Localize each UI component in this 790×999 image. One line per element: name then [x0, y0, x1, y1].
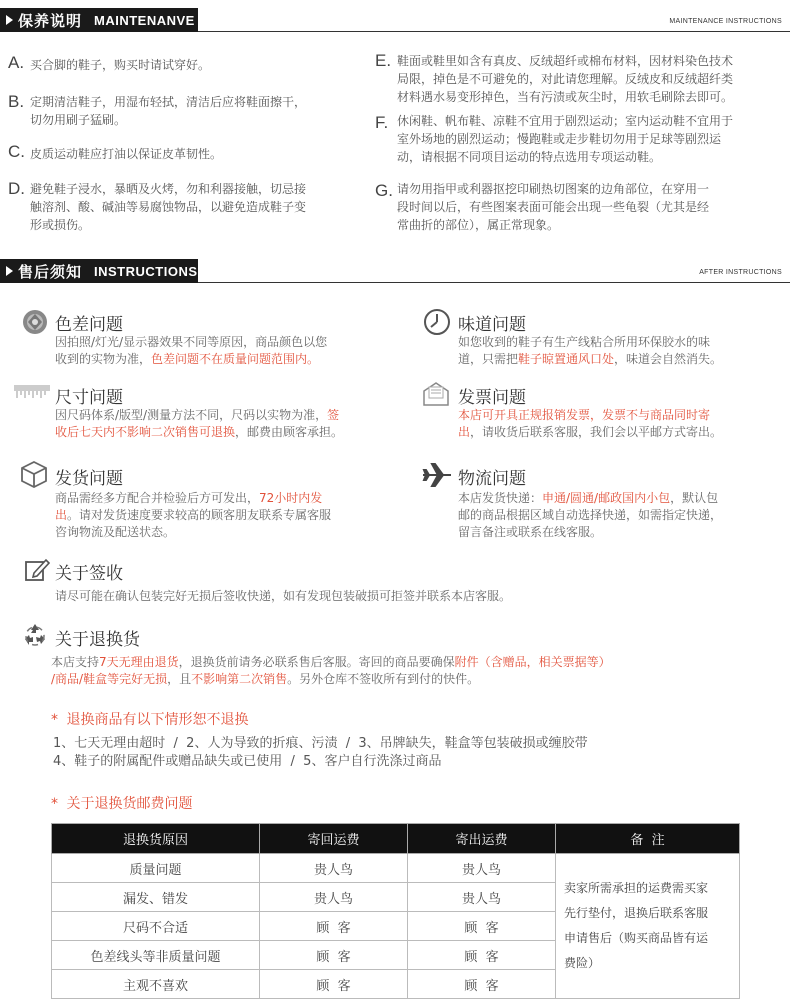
no-return-heading [51, 709, 248, 729]
col-return-fee: 寄回运费 [260, 824, 408, 854]
signing-body: 请尽可能在确认包装完好无损后签收快递，如有发现包装破损可拒签并联系本店客服。 [55, 589, 512, 603]
maintenance-item-a: A. 买合脚的鞋子，购买时请试穿好。 [8, 53, 211, 72]
cell-send-fee: 贵人鸟 [408, 883, 556, 912]
invoice-body: 本店可开具正规报销发票，发票不与商品同时寄 出，请收货后联系客服，我们会以平邮方式寄出。 [458, 408, 723, 439]
edit-icon [24, 557, 50, 583]
maintenance-title-en: MAINTENANVE [94, 12, 195, 28]
cell-send-fee: 贵人鸟 [408, 854, 556, 883]
aftersale-header [0, 259, 198, 283]
airplane-icon [422, 462, 452, 488]
box-icon [20, 460, 48, 488]
no-return-list: 1、七天无理由超时 / 2、人为导致的折痕、污渍 / 3、吊牌缺失，鞋盒等包装破损或缠胶带 4、鞋子的附属配件或赠品缺失或已使用 / 5、客户自行洗涤过商品 [53, 736, 588, 769]
size-title: 尺寸问题 [55, 388, 123, 408]
maintenance-item-f: F. 休闲鞋、帆布鞋、凉鞋不宜用于剧烈运动；室内运动鞋不宜用于 室外场地的剧烈运动；慢跑鞋或走步鞋切勿用于足球等剧烈运 动，请根据不同项目运动的特点选用专项运动鞋。 [375, 113, 734, 164]
col-send-fee: 寄出运费 [408, 824, 556, 854]
maintenance-item-d: D. 避免鞋子浸水，暴晒及火烤，勿和利器接触，切忌接 触溶剂、酸、碱油等易腐蚀物品，以避免造成鞋子变 形或损伤。 [8, 179, 307, 232]
cell-return-fee: 贵人鸟 [260, 854, 408, 883]
cell-reason: 尺码不合适 [52, 912, 260, 941]
smell-body: 如您收到的鞋子有生产线粘合所用环保胶水的味 道，只需把鞋子晾置通风口处，味道会自然消失。 [458, 335, 723, 366]
invoice-envelope-icon [422, 381, 450, 407]
cell-return-fee: 顾 客 [260, 970, 408, 999]
aftersale-divider [198, 282, 790, 283]
maintenance-item-e: E. 鞋面或鞋里如含有真皮、反绒超纤或棉布材料，因材料染色技术 局限，掉色是不可避免的，对此请您理解。反绒皮和反绒超纤类 材料遇水易变形掉色，当有污渍或灰尘时，用软毛刷除去即可。 [375, 51, 734, 104]
asterisk-icon: * [51, 712, 58, 728]
postage-heading [51, 793, 192, 813]
ruler-icon [14, 385, 50, 399]
col-reason: 退换货原因 [52, 824, 260, 854]
triangle-icon [6, 15, 13, 25]
clock-icon [423, 308, 451, 336]
returns-body: 本店支持7天无理由退货，退换货前请务必联系售后客服。寄回的商品要确保附件（含赠品，相关票据等） /商品/鞋盒等完好无损，且不影响第二次销售。另外仓库不签收所有到付的快件。 [51, 655, 611, 686]
returns-title: 关于退换货 [55, 630, 140, 650]
cell-return-fee: 顾 客 [260, 941, 408, 970]
cell-reason: 色差线头等非质量问题 [52, 941, 260, 970]
invoice-title: 发票问题 [458, 388, 526, 408]
maintenance-title-cn: 保养说明 [18, 11, 83, 30]
col-note: 备 注 [556, 824, 740, 854]
signing-title: 关于签收 [55, 564, 123, 584]
postage-table [51, 823, 740, 999]
cell-return-fee: 贵人鸟 [260, 883, 408, 912]
no-return-title: 退换商品有以下情形恕不退换 [66, 712, 249, 728]
aftersale-title-cn: 售后须知 [18, 262, 83, 281]
maintenance-right-label: MAINTENANCE INSTRUCTIONS [669, 18, 782, 25]
color-body: 因拍照/灯光/显示器效果不同等原因，商品颜色以您 收到的实物为准，色差问题不在质量问题范围内。 [55, 335, 328, 366]
table-row [52, 854, 740, 883]
maintenance-item-b: B. 定期清洁鞋子，用湿布轻拭，清洁后应将鞋面擦干， 切勿用刷子猛刷。 [8, 92, 307, 127]
postage-title: 关于退换货邮费问题 [66, 796, 193, 812]
table-header-row [52, 824, 740, 854]
cell-reason: 主观不喜欢 [52, 970, 260, 999]
maintenance-header [0, 8, 198, 32]
aftersale-right-label: AFTER INSTRUCTIONS [699, 269, 782, 276]
triangle-icon [6, 266, 13, 276]
size-body: 因尺码体系/版型/测量方法不同，尺码以实物为准，签 收后七天内不影响二次销售可退换，邮费由顾客承担。 [55, 408, 344, 439]
color-wheel-icon [22, 309, 48, 335]
cell-note: 卖家所需承担的运费需买家 先行垫付，退换后联系客服 申请售后（购买商品皆有运 费险） [556, 854, 740, 999]
shipping-title: 发货问题 [55, 469, 123, 489]
cell-reason: 漏发、错发 [52, 883, 260, 912]
maintenance-item-g: G. 请勿用指甲或利器抠挖印刷热切图案的边角部位，在穿用一 段时间以后，有些图案表面可能会出现一些龟裂（尤其是经 常曲折的部位），属正常现象。 [375, 181, 710, 232]
aftersale-title-en: INSTRUCTIONS [94, 263, 198, 279]
shipping-body: 商品需经多方配合并检验后方可发出，72小时内发 出。请对发货速度要求较高的顾客朋友联系专属客服 咨询物流及配送状态。 [55, 491, 332, 539]
maintenance-item-c: C. 皮质运动鞋应打油以保证皮革韧性。 [8, 142, 223, 161]
cell-reason: 质量问题 [52, 854, 260, 883]
cell-send-fee: 顾 客 [408, 941, 556, 970]
maintenance-divider [198, 31, 790, 32]
cell-return-fee: 顾 客 [260, 912, 408, 941]
color-title: 色差问题 [55, 315, 123, 335]
logistics-body: 本店发货快递：申通/圆通/邮政国内小包，默认包 邮的商品根据区域自动选择快递，如需指定快递， 留言备注或联系在线客服。 [458, 491, 723, 539]
asterisk-icon: * [51, 796, 58, 812]
cell-send-fee: 顾 客 [408, 912, 556, 941]
logistics-title: 物流问题 [458, 469, 526, 489]
cell-send-fee: 顾 客 [408, 970, 556, 999]
smell-title: 味道问题 [458, 315, 526, 335]
recycle-icon [22, 622, 48, 648]
